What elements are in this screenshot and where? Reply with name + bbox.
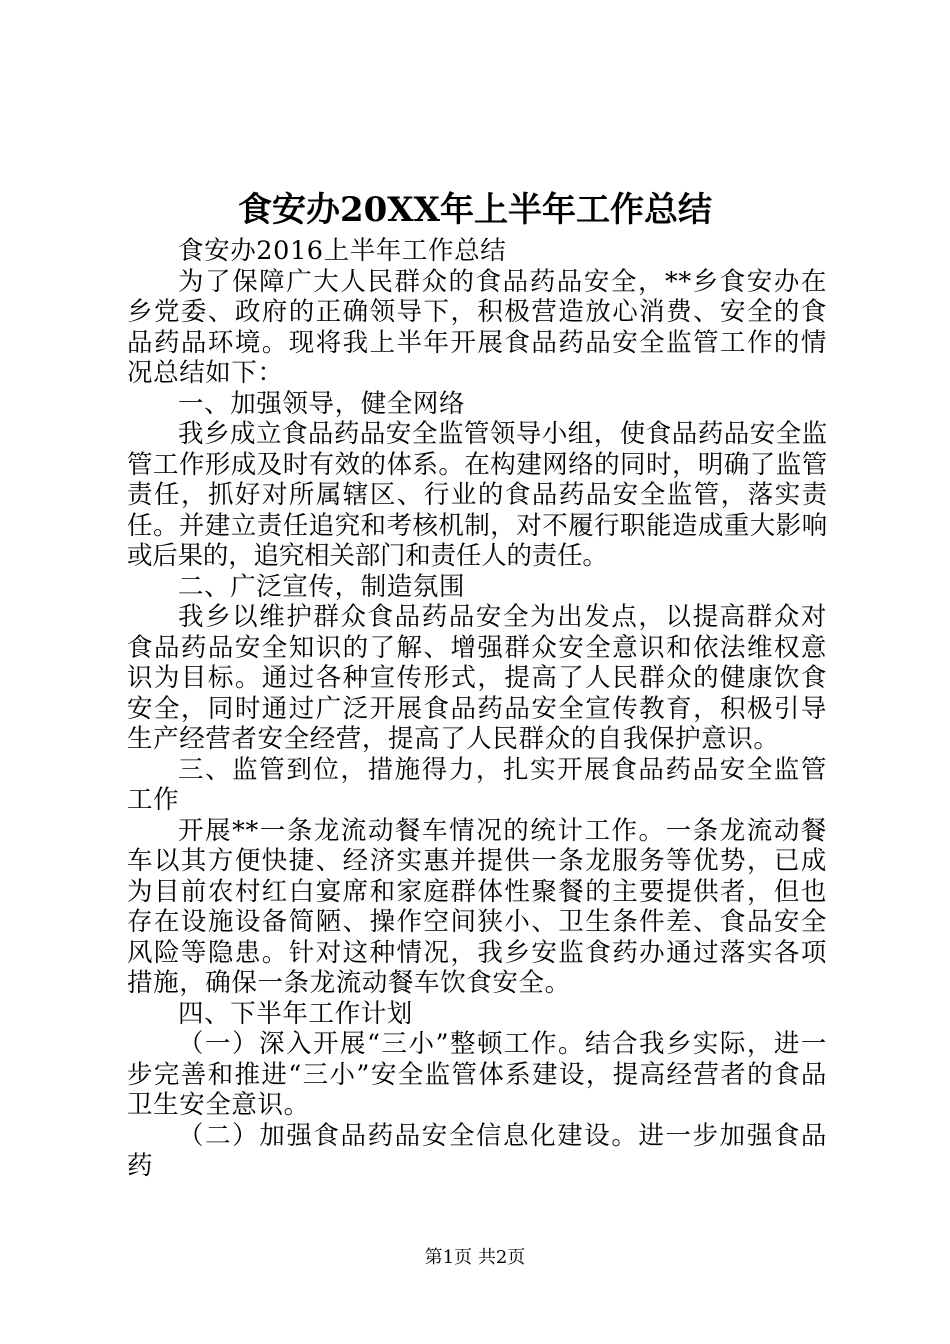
intro-paragraph: 为了保障广大人民群众的食品药品安全，**乡食安办在乡党委、政府的正确领导下，积极营造放心消费、安全的食品药品环境。现将我上半年开展食品药品安全监管工作的情况总结如下： (127, 266, 827, 388)
section-heading-1: 一、加强领导，健全网络 (178, 388, 466, 419)
plan-item-2-paragraph: （二）加强食品药品安全信息化建设。进一步加强食品药 (127, 1120, 827, 1181)
section-1-paragraph: 我乡成立食品药品安全监管领导小组，使食品药品安全监管工作形成及时有效的体系。在构建网络的同时，明确了监管责任，抓好对所属辖区、行业的食品药品安全监管，落实责任。并建立责任追究和考核机制，对不履行职能造成重大影响或后果的，追究相关部门和责任人的责任。 (127, 419, 827, 571)
subtitle-paragraph: 食安办2016上半年工作总结 (178, 236, 507, 266)
section-2-paragraph: 我乡以维护群众食品药品安全为出发点，以提高群众对食品药品安全知识的了解、增强群众安全意识和依法维权意识为目标。通过各种宣传形式，提高了人民群众的健康饮食安全，同时通过广泛开展食品药品安全宣传教育，积极引导生产经营者安全经营，提高了人民群众的自我保护意识。 (127, 602, 827, 754)
page-indicator: 第1页 共2页 (424, 1247, 526, 1268)
section-heading-2: 二、广泛宣传，制造氛围 (178, 571, 466, 602)
document-body (127, 236, 827, 1182)
section-heading-4: 四、下半年工作计划 (178, 998, 413, 1029)
document-title: 食安办20XX年上半年工作总结 (237, 190, 713, 230)
plan-item-1-paragraph: （一）深入开展“三小”整顿工作。结合我乡实际，进一步完善和推进“三小”安全监管体系建设，提高经营者的食品卫生安全意识。 (127, 1029, 827, 1120)
section-3-paragraph: 开展**一条龙流动餐车情况的统计工作。一条龙流动餐车以其方便快捷、经济实惠并提供一条龙服务等优势，已成为目前农村红白宴席和家庭群体性聚餐的主要提供者，但也存在设施设备简陋、操作空间狭小、卫生条件差、食品安全风险等隐患。针对这种情况，我乡安监食药办通过落实各项措施，确保一条龙流动餐车饮食安全。 (127, 815, 827, 998)
section-heading-3: 三、监管到位，措施得力，扎实开展食品药品安全监管工作 (127, 754, 827, 815)
